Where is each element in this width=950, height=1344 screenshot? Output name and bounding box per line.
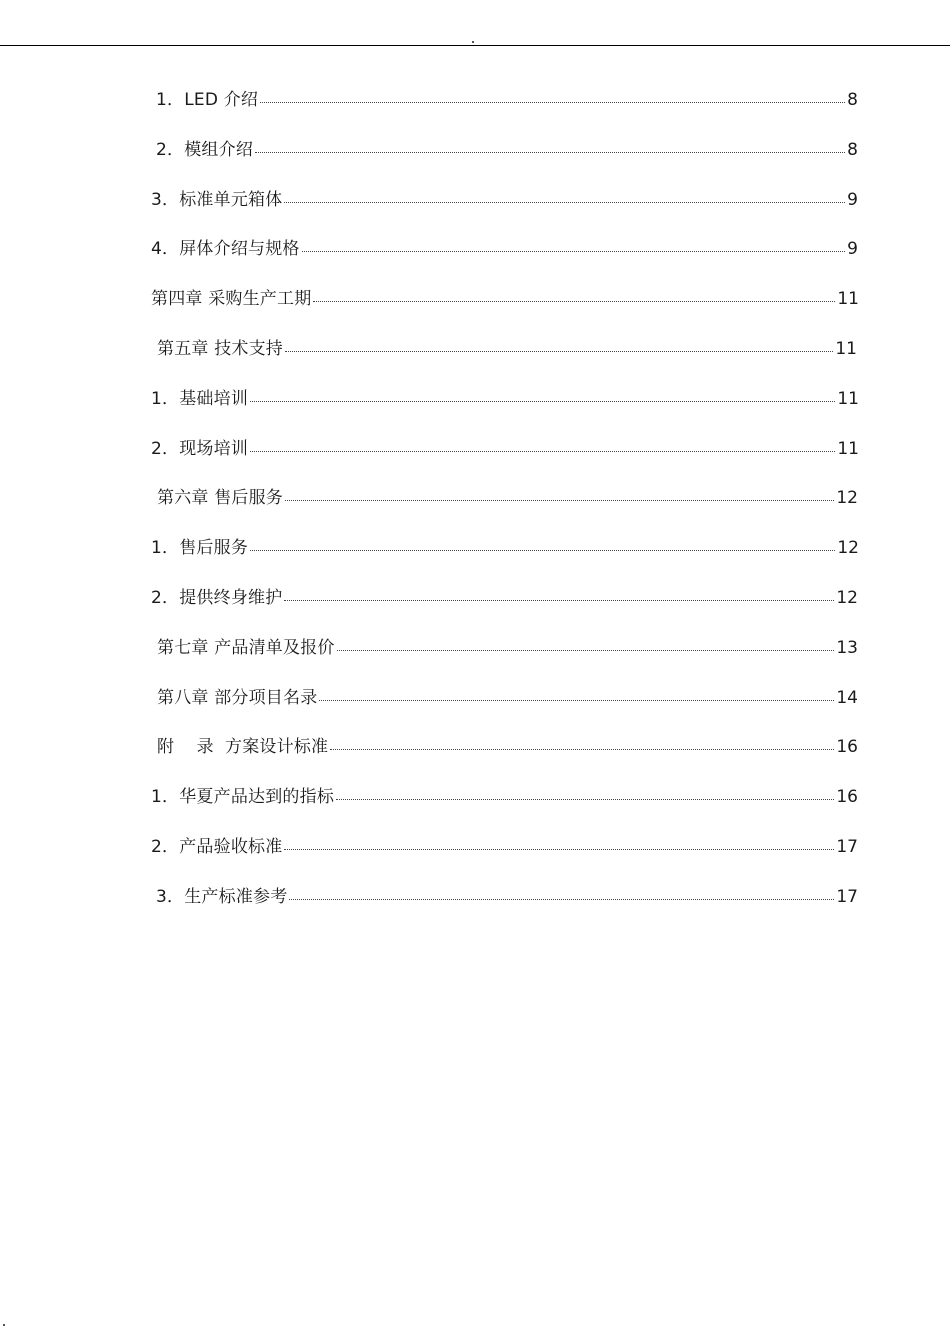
toc-dot-leader: [250, 400, 835, 402]
toc-entry-title: 1．售后服务: [151, 538, 249, 558]
toc-dot-leader: [319, 699, 834, 701]
toc-entry[interactable]: [157, 686, 858, 710]
toc-entry-title: 第八章 部分项目名录: [157, 688, 318, 708]
toc-entry-page: 9: [847, 239, 858, 259]
toc-entry-page: 12: [836, 588, 858, 608]
toc-entry-title: 2．模组介绍: [156, 140, 254, 160]
toc-entry-page: 16: [836, 787, 858, 807]
toc-dot-leader: [284, 848, 834, 850]
toc-entry[interactable]: [157, 636, 858, 660]
toc-dot-leader: [250, 549, 835, 551]
toc-entry-title: 1．华夏产品达到的指标: [151, 787, 335, 807]
toc-dot-leader: [313, 300, 835, 302]
toc-entry[interactable]: [157, 486, 858, 510]
toc-entry[interactable]: [151, 237, 858, 261]
toc-entry-page: 12: [836, 488, 858, 508]
toc-entry-page: 11: [837, 289, 859, 309]
toc-entry[interactable]: [151, 188, 858, 212]
toc-dot-leader: [330, 748, 834, 750]
toc-entry[interactable]: [156, 138, 858, 162]
toc-dot-leader: [250, 450, 835, 452]
toc-entry[interactable]: [151, 536, 859, 560]
toc-entry-page: 11: [835, 339, 857, 359]
toc-dot-leader: [289, 898, 834, 900]
toc-dot-leader: [284, 599, 834, 601]
toc-entry-title: 3．生产标准参考: [156, 887, 288, 907]
toc-dot-leader: [260, 101, 845, 103]
toc-entry-title: 2．现场培训: [151, 439, 249, 459]
toc-entry-page: 16: [836, 737, 858, 757]
toc-dot-leader: [284, 201, 845, 203]
toc-entry[interactable]: [151, 785, 858, 809]
toc-entry-page: 17: [836, 837, 858, 857]
toc-entry[interactable]: [156, 885, 858, 909]
toc-entry-page: 8: [847, 140, 858, 160]
toc-entry-title: 第四章 采购生产工期: [151, 289, 312, 309]
toc-entry-page: 8: [847, 90, 858, 110]
toc-entry-title: 2．提供终身维护: [151, 588, 283, 608]
toc-dot-leader: [285, 350, 833, 352]
toc-entry-page: 11: [837, 439, 859, 459]
toc-entry[interactable]: [157, 337, 857, 361]
toc-entry-title: 4．屏体介绍与规格: [151, 239, 300, 259]
toc-entry-page: 12: [837, 538, 859, 558]
corner-mark: [3, 1324, 5, 1326]
toc-entry-title: 第六章 售后服务: [157, 488, 284, 508]
toc-entry-title: 3．标准单元箱体: [151, 190, 283, 210]
toc-entry[interactable]: [156, 88, 858, 112]
toc-entry[interactable]: [151, 287, 859, 311]
toc-entry-page: 14: [836, 688, 858, 708]
toc-entry-title: 第五章 技术支持: [157, 339, 284, 359]
toc-dot-leader: [285, 499, 834, 501]
toc-entry-title: 第七章 产品清单及报价: [157, 638, 335, 658]
toc-entry-page: 13: [836, 638, 858, 658]
toc-entry-title: 1．基础培训: [151, 389, 249, 409]
toc-entry-page: 9: [847, 190, 858, 210]
toc-dot-leader: [337, 649, 835, 651]
toc-dot-leader: [336, 798, 834, 800]
toc-entry[interactable]: [157, 735, 858, 759]
toc-dot-leader: [255, 151, 845, 153]
header-rule: [0, 45, 950, 46]
toc-entry[interactable]: [151, 835, 858, 859]
header-mark: [472, 41, 474, 43]
toc-entry-title: 1．LED 介绍: [156, 90, 259, 110]
toc-entry[interactable]: [151, 437, 859, 461]
toc-entry[interactable]: [151, 387, 859, 411]
toc-entry-title: 2．产品验收标准: [151, 837, 283, 857]
toc-dot-leader: [302, 250, 846, 252]
toc-entry[interactable]: [151, 586, 858, 610]
toc-entry-title: 附 录 方案设计标准: [157, 737, 329, 757]
toc-entry-page: 17: [836, 887, 858, 907]
toc-entry-page: 11: [837, 389, 859, 409]
